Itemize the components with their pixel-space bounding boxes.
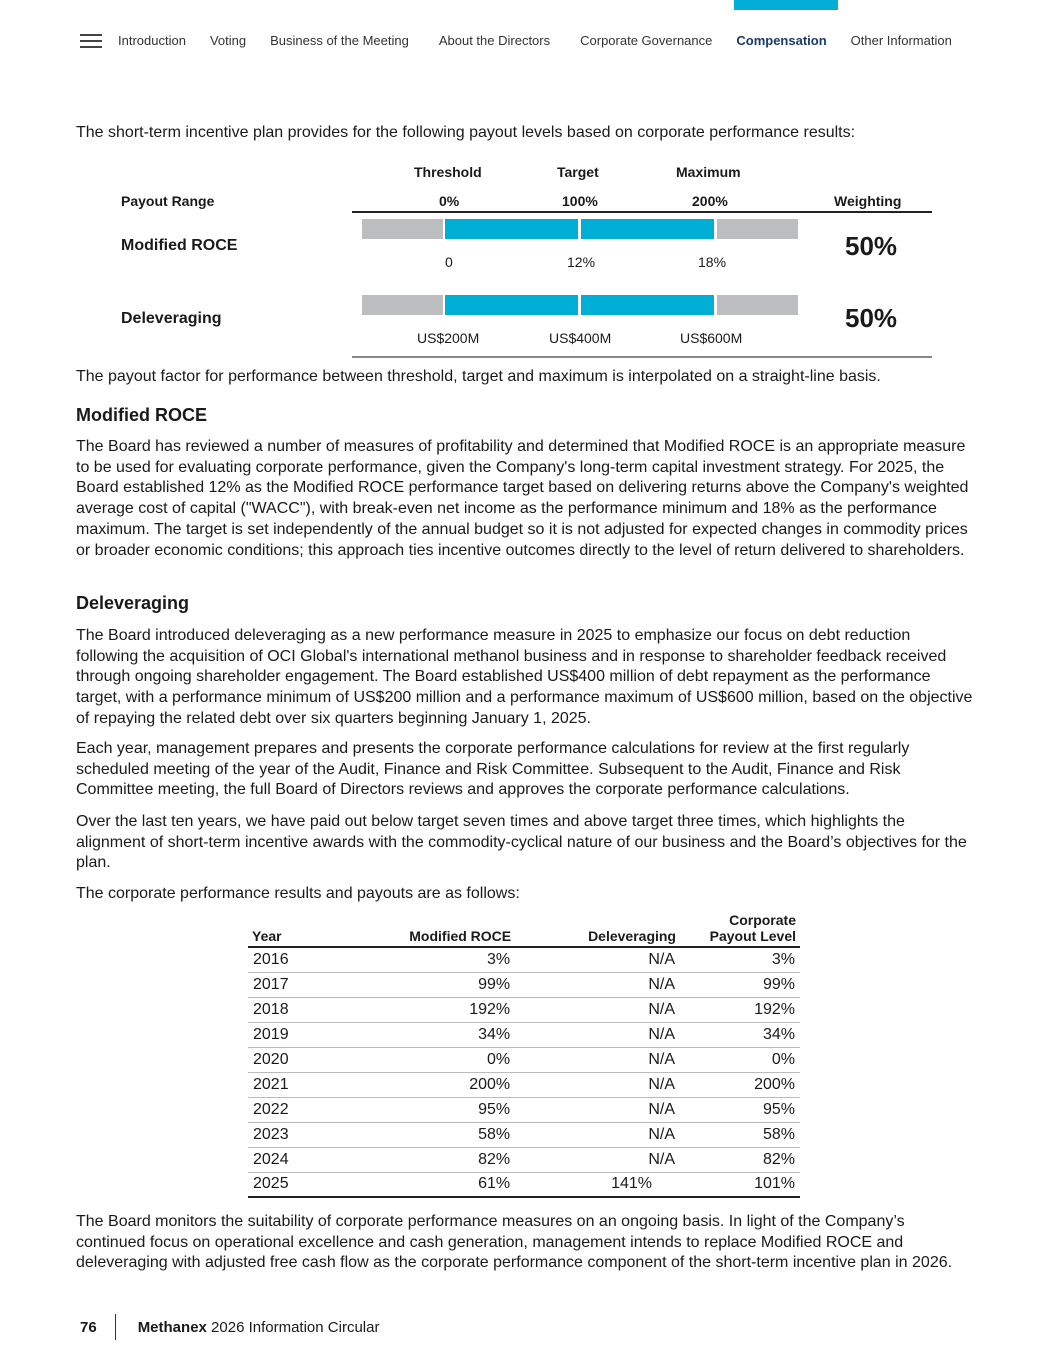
table-row — [248, 1172, 800, 1197]
table-row — [248, 1147, 800, 1172]
top-nav — [80, 33, 976, 48]
measure-name: Deleveraging — [121, 310, 222, 327]
nav-introduction[interactable]: Introduction — [118, 33, 186, 48]
table-cell: 2017 — [248, 972, 326, 997]
brand: Methanex — [137, 1318, 207, 1336]
table-cell: 2020 — [248, 1047, 326, 1072]
hamburger-menu-icon[interactable] — [80, 34, 102, 48]
table-cell: 99% — [680, 972, 800, 997]
results-intro: The corporate performance results and payouts are as follows: — [76, 885, 520, 902]
tick: 18% — [698, 254, 727, 270]
table-cell: 2021 — [248, 1072, 326, 1097]
bar-threshold-target — [445, 295, 578, 315]
intro-text: The short-term incentive plan provides for the following payout levels based on corporate performance results: — [76, 124, 856, 141]
table-cell: 2025 — [248, 1172, 326, 1197]
bar-above-max — [717, 295, 798, 315]
table-cell: N/A — [515, 1022, 680, 1047]
table-cell: 3% — [680, 947, 800, 972]
footer — [80, 1314, 379, 1340]
table-cell: 101% — [680, 1172, 800, 1197]
table-cell: 200% — [326, 1072, 515, 1097]
table-cell: 0% — [326, 1047, 515, 1072]
table-cell: 2022 — [248, 1097, 326, 1122]
table-cell: 2018 — [248, 997, 326, 1022]
table-row — [248, 1122, 800, 1147]
bar-target-max — [581, 219, 714, 239]
table-cell: 82% — [680, 1147, 800, 1172]
table-row — [248, 972, 800, 997]
bar-below-threshold — [362, 219, 443, 239]
table-cell: 192% — [680, 997, 800, 1022]
bar-target-max — [581, 295, 714, 315]
bar-threshold-target — [445, 219, 578, 239]
payout-range-label: Payout Range — [121, 193, 215, 209]
page-number: 76 — [80, 1318, 97, 1336]
interp-text: The payout factor for performance between threshold, target and maximum is interpolated on a straight-line basis. — [76, 368, 881, 385]
table-cell: 141% — [515, 1172, 680, 1197]
table-cell: 2023 — [248, 1122, 326, 1147]
table-cell: 34% — [680, 1022, 800, 1047]
nav-other[interactable]: Other Information — [850, 33, 952, 48]
table-row — [248, 947, 800, 972]
nav-compensation[interactable]: Compensation — [736, 33, 827, 48]
table-cell: 2024 — [248, 1147, 326, 1172]
delev-text: The Board introduced deleveraging as a new performance measure in 2025 to emphasize our focus on debt reduction following the acquisition of OCI Global's international methanol business and in response to shareholder feedback received through ongoing shareholder engagement. The Board established US$400 million of debt repayment as the performance target, with a performance minimum of US$200 million and a performance maximum of US$600 million, based on the objective of repaying the related debt over six quarters beginning January 1, 2025. — [76, 627, 973, 727]
col-year: Year — [248, 912, 326, 947]
table-row — [248, 1047, 800, 1072]
table-cell: N/A — [515, 1047, 680, 1072]
table-cell: 61% — [326, 1172, 515, 1197]
table-cell: N/A — [515, 1147, 680, 1172]
section-heading: Deleveraging — [76, 593, 190, 613]
table-cell: 82% — [326, 1147, 515, 1172]
each-year-text: Each year, management prepares and presents the corporate performance calculations for review at the first regularly scheduled meeting of the year of the Audit, Finance and Risk Committee. Subsequent to the Audit, Finance and Risk Committee meeting, the full Board of Directors reviews and approves the corporate performance calculations. — [76, 740, 910, 799]
weight-value: 50% — [845, 231, 898, 261]
table-row — [248, 1022, 800, 1047]
col-payout: Corporate Payout Level — [680, 912, 800, 947]
table-cell: 95% — [680, 1097, 800, 1122]
nav-voting[interactable]: Voting — [209, 33, 247, 48]
table-cell: 34% — [326, 1022, 515, 1047]
table-cell: 95% — [326, 1097, 515, 1122]
level-maximum: Maximum — [676, 164, 741, 180]
bar-below-threshold — [362, 295, 443, 315]
section-heading: Modified ROCE — [76, 405, 207, 425]
tick: US$200M — [417, 330, 480, 346]
range-threshold: 0% — [439, 193, 460, 209]
closing-text: The Board monitors the suitability of corporate performance measures on an ongoing basis. In light of the Company’s continued focus on operational excellence and cash generation, management intends to replace Modified ROCE and deleveraging with adjusted free cash flow as the corporate performance component of the short-term incentive plan in 2026. — [76, 1213, 953, 1272]
tick: 12% — [567, 254, 596, 270]
results-table — [248, 912, 800, 1198]
footer-divider — [115, 1314, 116, 1340]
table-cell: 2019 — [248, 1022, 326, 1047]
table-row — [248, 1072, 800, 1097]
bottom-divider — [352, 356, 932, 358]
level-threshold: Threshold — [414, 164, 482, 180]
weight-value: 50% — [845, 303, 898, 333]
nav-directors[interactable]: About the Directors — [438, 33, 551, 48]
table-cell: 0% — [680, 1047, 800, 1072]
roce-text: The Board has reviewed a number of measures of profitability and determined that Modified ROCE is an appropriate measure to be used for evaluating corporate performance, given the Company's long-term capital investment strategy. For 2025, the Board established 12% as the Modified ROCE performance target based on delivering returns above the Company's weighted average cost of capital ("WACC"), with break-even net income as the performance minimum and 18% as the performance maximum. The target is set independently of the annual budget so it is not adjusted for expected changes in commodity prices or broader economic conditions; this approach ties incentive outcomes directly to the level of return delivered to shareholders. — [76, 438, 969, 559]
table-cell: 2016 — [248, 947, 326, 972]
table-cell: 192% — [326, 997, 515, 1022]
tick: 0 — [445, 254, 453, 270]
tick: US$400M — [549, 330, 612, 346]
table-row — [248, 997, 800, 1022]
doc-title: 2026 Information Circular — [211, 1318, 380, 1336]
weighting-label: Weighting — [834, 193, 902, 209]
nav-business[interactable]: Business of the Meeting — [270, 33, 409, 48]
header-divider — [352, 211, 932, 213]
table-cell: 200% — [680, 1072, 800, 1097]
tick: US$600M — [680, 330, 743, 346]
table-cell: 58% — [680, 1122, 800, 1147]
col-delev: Deleveraging — [515, 912, 680, 947]
nav-governance[interactable]: Corporate Governance — [580, 33, 713, 48]
ten-years-text: Over the last ten years, we have paid out below target seven times and above target three times, which highlights the alignment of short-term incentive awards with the commodity-cyclical nature of our business and the Board’s objectives for the plan. — [76, 813, 967, 872]
table-cell: N/A — [515, 1122, 680, 1147]
active-section-indicator — [734, 0, 838, 10]
table-cell: 58% — [326, 1122, 515, 1147]
table-cell: 3% — [326, 947, 515, 972]
table-cell: N/A — [515, 1097, 680, 1122]
table-cell: N/A — [515, 947, 680, 972]
table-cell: N/A — [515, 972, 680, 997]
range-maximum: 200% — [692, 193, 728, 209]
col-roce: Modified ROCE — [326, 912, 515, 947]
table-cell: N/A — [515, 1072, 680, 1097]
table-cell: N/A — [515, 997, 680, 1022]
level-target: Target — [557, 164, 599, 180]
table-cell: 99% — [326, 972, 515, 997]
table-row — [248, 1097, 800, 1122]
measure-name: Modified ROCE — [121, 237, 238, 254]
range-target: 100% — [562, 193, 598, 209]
bar-above-max — [717, 219, 798, 239]
